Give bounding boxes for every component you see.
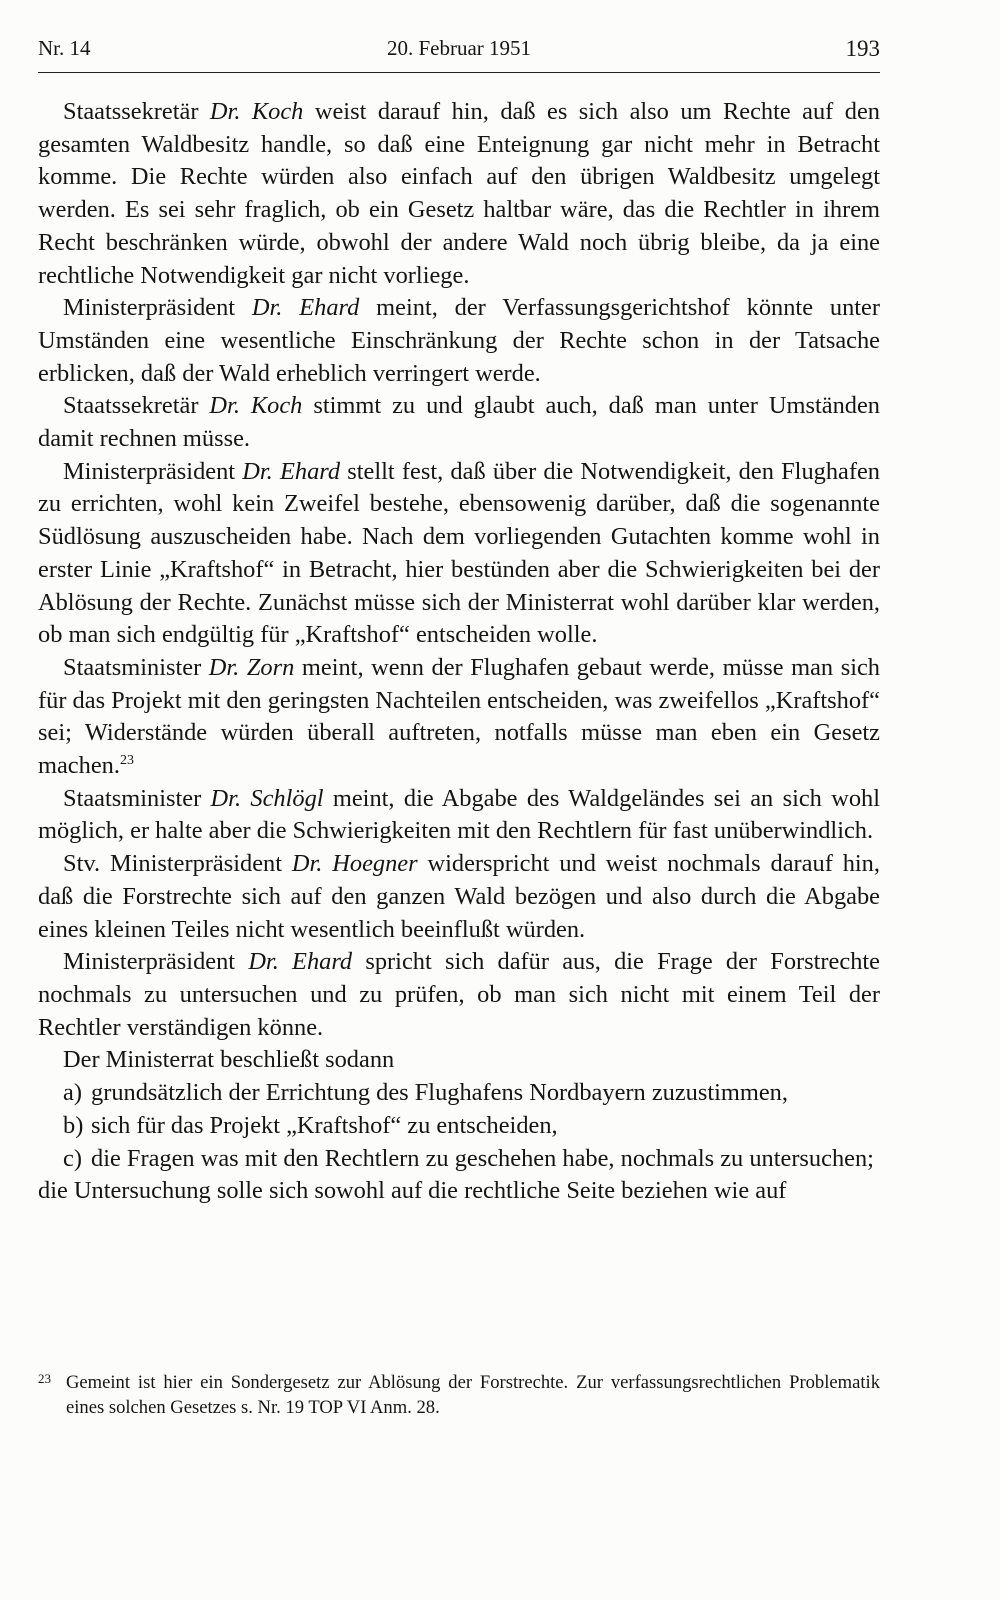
- paragraph-text: meint, wenn der Flughafen gebaut werde, müsse man sich für das Projekt mit den geringsten Nachteilen entscheiden, was zweifellos „Kraftshof“ sei; Widerstände würden überall auftreten, notfalls müsse man eben ein Gesetz machen.: [38, 653, 880, 780]
- speaker-name: Dr. Ehard: [251, 294, 360, 322]
- running-header: [38, 34, 880, 73]
- speaker-title: Ministerpräsident: [63, 948, 249, 976]
- resolution-intro: Der Ministerrat beschließt sodann: [63, 1046, 395, 1074]
- paragraph-text: meint, die Abgabe des Waldgeländes sei an sich wohl möglich, er halte aber die Schwierigkeiten mit den Rechtlern für fast unüberwindlich.: [38, 784, 880, 845]
- list-item-text: grundsätzlich der Errichtung des Flughafens Nordbayern zuzustimmen,: [91, 1079, 788, 1107]
- speaker-title: Staatsminister: [63, 784, 211, 812]
- paragraph: [38, 946, 880, 1044]
- paragraph-text: spricht sich dafür aus, die Frage der Forstrechte nochmals zu untersuchen und zu prüfen, ob man sich nicht mit einem Teil der Rechtler verständigen könne.: [38, 948, 880, 1041]
- speaker-name: Dr. Koch: [209, 392, 303, 420]
- paragraph-text: weist darauf hin, daß es sich also um Rechte auf den gesamten Waldbesitz handle, so daß eine Enteignung gar nicht mehr in Betracht komme. Die Rechte würden also einfach auf den übrigen Waldbesitz umgelegt werden. Es sei sehr fraglich, ob ein Gesetz haltbar wäre, das die Rechtler in ihrem Recht beschränken würde, obwohl der andere Wald noch übrig bleibe, da ja eine rechtliche Notwendigkeit gar nicht vorliege.: [38, 98, 880, 289]
- speaker-title: Staatssekretär: [63, 98, 210, 125]
- speaker-name: Dr. Koch: [209, 98, 304, 125]
- paragraph: [38, 456, 880, 652]
- list-marker: a): [63, 1079, 82, 1107]
- speaker-title: Ministerpräsident: [63, 457, 243, 485]
- paragraph: [38, 96, 880, 292]
- speaker-name: Dr. Ehard: [248, 948, 353, 976]
- list-item: [38, 1077, 880, 1110]
- speaker-title: Ministerpräsident: [63, 294, 252, 322]
- list-item-text: sich für das Projekt „Kraftshof“ zu entscheiden,: [91, 1111, 558, 1139]
- list-item: [38, 1143, 880, 1176]
- paragraph: [38, 292, 880, 390]
- closing-line: die Untersuchung solle sich sowohl auf die rechtliche Seite beziehen wie auf: [38, 1177, 787, 1205]
- footnote-reference[interactable]: 23: [119, 752, 134, 768]
- paragraph: [38, 783, 880, 848]
- paragraph: [38, 652, 880, 783]
- speaker-title: Stv. Ministerpräsident: [63, 850, 292, 878]
- list-item-text: die Fragen was mit den Rechtlern zu geschehen habe, nochmals zu untersuchen;: [91, 1144, 874, 1172]
- speaker-name: Dr. Hoegner: [291, 850, 418, 878]
- footnote-text: Gemeint ist hier ein Sondergesetz zur Ablösung der Forstrechte. Zur verfassungsrechtlichen Problematik eines solchen Gesetzes s. Nr. 19 TOP VI Anm. 28.: [66, 1372, 880, 1418]
- paragraph-text: stimmt zu und glaubt auch, daß man unter Umständen damit rechnen müsse.: [38, 392, 880, 453]
- paragraph-text: meint, der Verfassungsgerichtshof könnte unter Umständen eine wesentliche Einschränkung der Rechte schon in der Tatsache erblicken, daß der Wald erheblich verringert werde.: [38, 294, 880, 387]
- paragraph: [38, 848, 880, 946]
- footnote-number: 23: [38, 1371, 51, 1386]
- speaker-name: Dr. Ehard: [242, 457, 341, 485]
- footnote: [38, 1370, 880, 1420]
- paragraph: [38, 390, 880, 455]
- body-text: [38, 96, 880, 1208]
- list-marker: c): [63, 1144, 82, 1172]
- list-marker: b): [63, 1111, 84, 1139]
- speaker-title: Staatssekretär: [63, 392, 210, 420]
- paragraph-text: stellt fest, daß über die Notwendigkeit, den Flughafen zu errichten, wohl kein Zweifel bestehe, ebensowenig darüber, daß die sogenannte Südlösung auszuscheiden habe. Nach dem vorliegenden Gutachten komme wohl in erster Linie „Kraftshof“ in Betracht, hier bestünden aber die Schwierigkeiten bei der Ablösung der Rechte. Zunächst müsse sich der Ministerrat wohl darüber klar werden, ob man sich endgültig für „Kraftshof“ entscheiden wolle.: [38, 457, 881, 649]
- speaker-name: Dr. Schlögl: [210, 784, 324, 812]
- speaker-title: Staatsminister: [63, 653, 209, 681]
- resolution-list: [38, 1077, 880, 1175]
- list-item: [38, 1110, 880, 1143]
- header-date: 20. Februar 1951: [386, 36, 532, 60]
- page-number: 193: [845, 36, 880, 61]
- issue-number: Nr. 14: [38, 36, 91, 60]
- paragraph-text: widerspricht und weist nochmals darauf hin, daß die Forstrechte sich auf den ganzen Wald bezögen und also durch die Abgabe eines kleinen Teiles nicht wesentlich beeinflußt würden.: [38, 850, 880, 943]
- speaker-name: Dr. Zorn: [208, 653, 295, 681]
